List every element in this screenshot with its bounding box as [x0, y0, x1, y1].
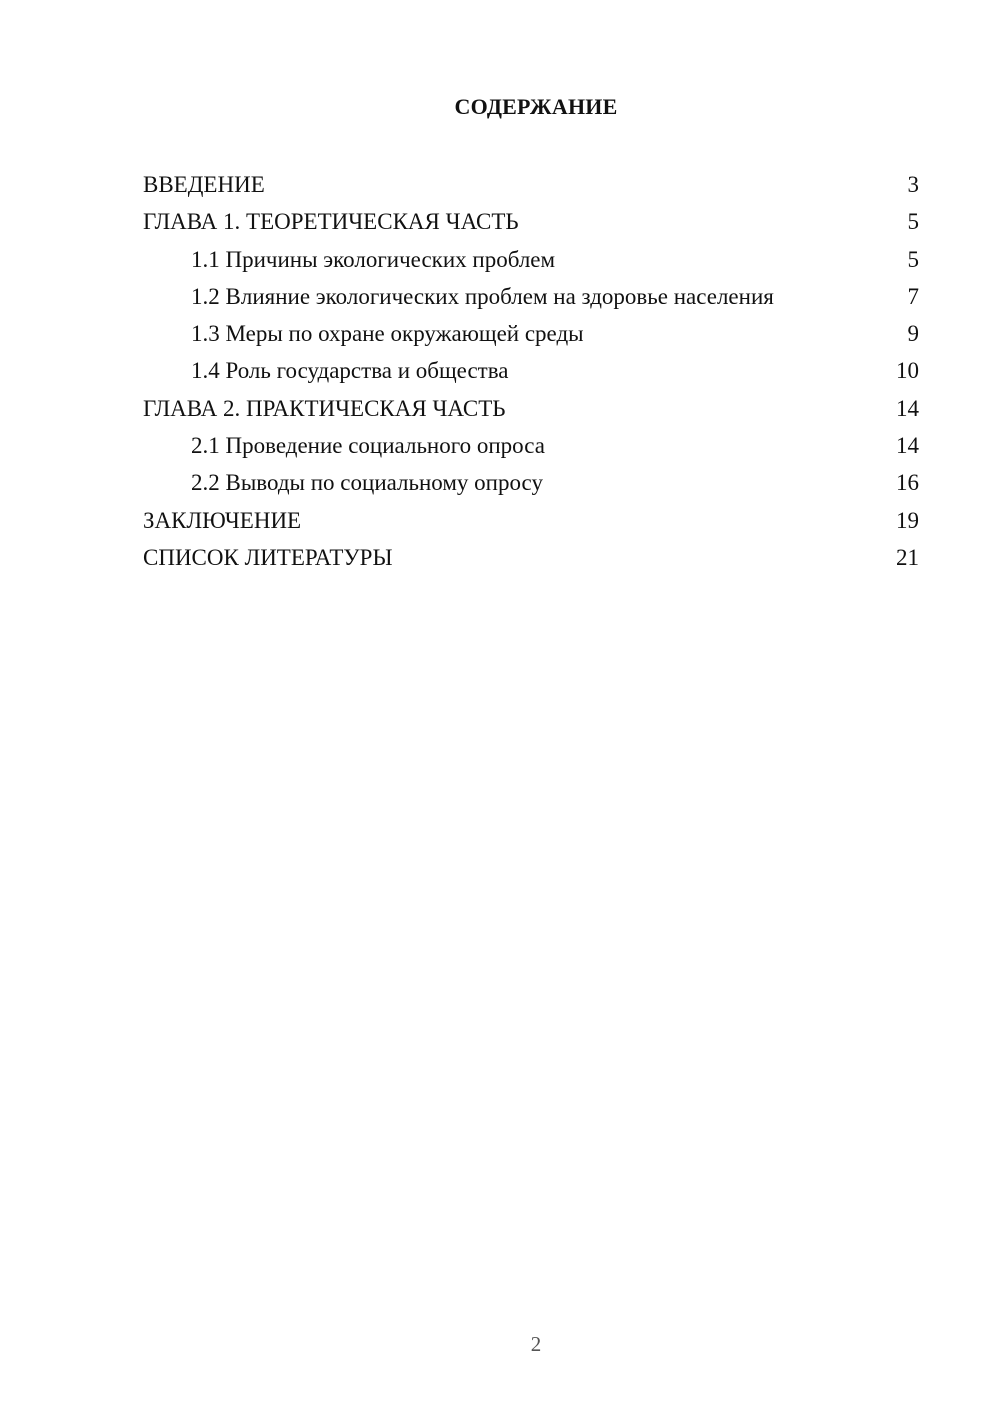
toc-entry-page: 5: [907, 209, 919, 235]
toc-entry-label: 2.2 Выводы по социальному опросу: [191, 470, 543, 496]
page-title: СОДЕРЖАНИЕ: [454, 94, 618, 119]
toc-entry-page: 7: [907, 283, 919, 309]
toc-entry-chapter-1[interactable]: [143, 203, 919, 240]
toc-entry-section-1-4[interactable]: [143, 352, 919, 389]
toc-entry-label: 1.2 Влияние экологических проблем на здоровье населения: [191, 283, 774, 309]
toc-entry-page: 10: [896, 358, 919, 384]
toc-entry-section-2-1[interactable]: [143, 427, 919, 464]
toc-entry-page: 19: [896, 507, 919, 533]
toc-entry-label: 1.4 Роль государства и общества: [191, 358, 509, 384]
toc-entry-label: 2.1 Проведение социального опроса: [191, 433, 545, 459]
toc-entry-conclusion[interactable]: [143, 502, 919, 539]
toc-entry-label: 1.1 Причины экологических проблем: [191, 246, 556, 272]
toc-entry-page: 9: [907, 321, 919, 347]
toc-entry-label: 1.3 Меры по охране окружающей среды: [191, 321, 584, 347]
toc-entry-section-1-1[interactable]: [143, 241, 919, 278]
toc-entry-chapter-2[interactable]: [143, 390, 919, 427]
toc-entry-section-2-2[interactable]: [143, 464, 919, 501]
toc-entry-section-1-3[interactable]: [143, 315, 919, 352]
toc-entry-label: ГЛАВА 2. ПРАКТИЧЕСКАЯ ЧАСТЬ: [143, 395, 506, 421]
toc-entry-section-1-2[interactable]: [143, 278, 919, 315]
toc-entry-page: 3: [907, 172, 919, 197]
toc-entry-bibliography[interactable]: [143, 539, 919, 576]
toc-entry-label: ВВЕДЕНИЕ: [143, 172, 265, 197]
toc-entry-page: 14: [896, 395, 919, 421]
toc-entry-page: 21: [896, 544, 919, 570]
toc-entry-label: СПИСОК ЛИТЕРАТУРЫ: [143, 544, 393, 570]
toc-entry-label: ГЛАВА 1. ТЕОРЕТИЧЕСКАЯ ЧАСТЬ: [143, 209, 519, 235]
toc-entry-page: 16: [896, 470, 919, 496]
page-number: 2: [530, 1332, 542, 1356]
table-of-contents: [143, 166, 919, 576]
toc-entry-introduction[interactable]: [143, 166, 919, 203]
toc-entry-label: ЗАКЛЮЧЕНИЕ: [143, 507, 302, 533]
toc-entry-page: 14: [896, 433, 919, 459]
toc-entry-page: 5: [907, 246, 919, 272]
